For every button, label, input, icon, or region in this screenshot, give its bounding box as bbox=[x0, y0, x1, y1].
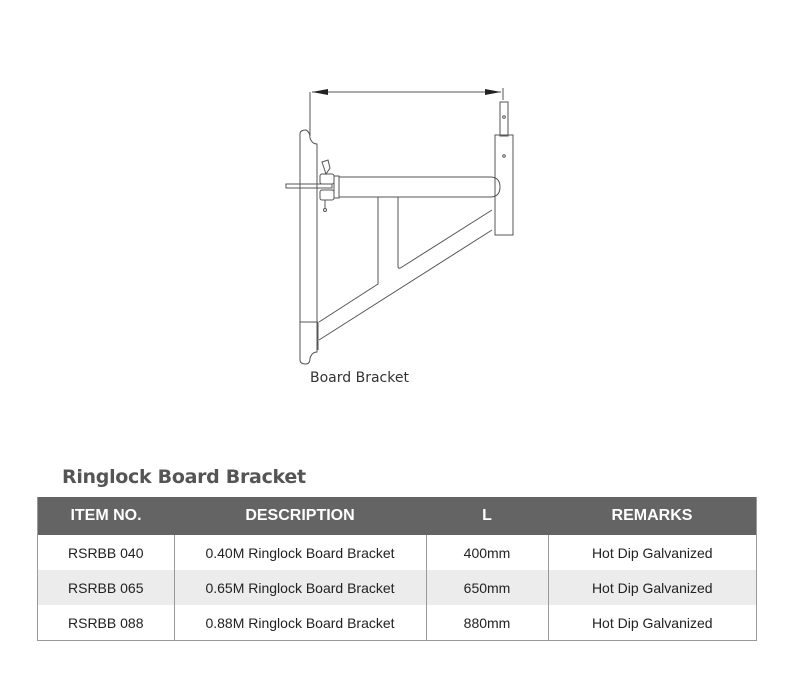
cell-item-no: RSRBB 040 bbox=[38, 535, 175, 570]
table-header-row bbox=[38, 497, 757, 535]
table-row bbox=[38, 605, 757, 641]
figure-caption: Board Bracket bbox=[310, 370, 409, 386]
col-length: L bbox=[426, 497, 548, 535]
cell-remarks: Hot Dip Galvanized bbox=[548, 570, 757, 605]
table-title: Ringlock Board Bracket bbox=[62, 466, 306, 488]
cell-length: 400mm bbox=[426, 535, 548, 570]
board-bracket-drawing bbox=[270, 70, 530, 370]
col-description: DESCRIPTION bbox=[174, 497, 426, 535]
cell-length: 650mm bbox=[426, 570, 548, 605]
cell-item-no: RSRBB 088 bbox=[38, 605, 175, 641]
cell-length: 880mm bbox=[426, 605, 548, 641]
col-remarks: REMARKS bbox=[548, 497, 757, 535]
cell-description: 0.40M Ringlock Board Bracket bbox=[174, 535, 426, 570]
cell-description: 0.88M Ringlock Board Bracket bbox=[174, 605, 426, 641]
table-row bbox=[38, 535, 757, 570]
cell-item-no: RSRBB 065 bbox=[38, 570, 175, 605]
spec-table bbox=[37, 497, 757, 641]
cell-description: 0.65M Ringlock Board Bracket bbox=[174, 570, 426, 605]
col-item-no: ITEM NO. bbox=[38, 497, 175, 535]
cell-remarks: Hot Dip Galvanized bbox=[548, 605, 757, 641]
table-row bbox=[38, 570, 757, 605]
cell-remarks: Hot Dip Galvanized bbox=[548, 535, 757, 570]
